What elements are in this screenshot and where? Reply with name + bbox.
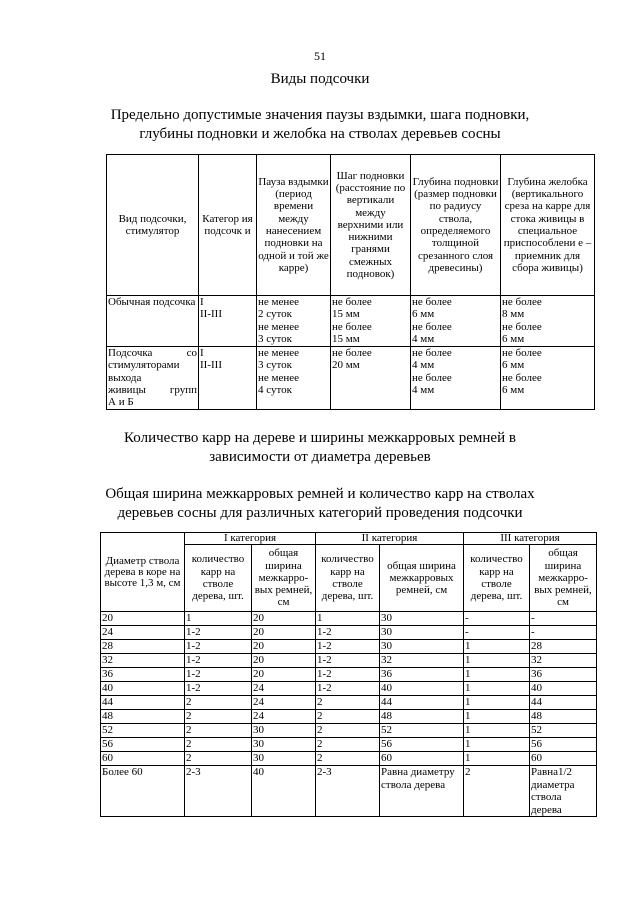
table-cell: 2	[185, 752, 252, 766]
table-row	[101, 612, 597, 626]
table-cell: 1-2	[316, 654, 380, 668]
table-cell: 52	[380, 724, 464, 738]
table-cell: 24	[252, 682, 316, 696]
row-type: Обычная подсочка	[107, 296, 199, 347]
header-cell-width: общая ширина межкарро-вых ремней, см	[530, 545, 597, 612]
table-row	[101, 668, 597, 682]
header-cell-count: количество карр на стволе дерева, шт.	[316, 545, 380, 612]
table-cell: 40	[530, 682, 597, 696]
row-type: Подсочка со стимуляторами выхода живицы групп А и Б	[108, 347, 197, 409]
table-cell: 28	[101, 640, 185, 654]
table-cell: 28	[530, 640, 597, 654]
table-cell: 1-2	[185, 668, 252, 682]
header-cell-pause: Пауза вздымки (период времени между нанесением подновки на одной и той же карре)	[257, 155, 331, 296]
row-pause: не менее 3 суток не менее 4 суток	[257, 347, 331, 410]
table-cell: 2	[316, 724, 380, 738]
table-cell: 2	[464, 766, 530, 817]
table-cell: -	[464, 612, 530, 626]
table-row	[101, 640, 597, 654]
table-cell: 30	[380, 612, 464, 626]
table-cell: 20	[252, 640, 316, 654]
row-groove: не более 6 мм не более 6 мм	[501, 347, 595, 410]
row-categories: I II-III	[199, 296, 257, 347]
table-cell: 1	[464, 640, 530, 654]
table-cell: 1	[464, 752, 530, 766]
table-cell: 44	[530, 696, 597, 710]
header-cell-category-3: III категория	[464, 533, 597, 545]
header-cell-type: Вид подсочки, стимулятор	[107, 155, 199, 296]
header-cell-width: общая ширина межкарровых ремней, см	[380, 545, 464, 612]
table-cell: 32	[380, 654, 464, 668]
table-cell: 40	[252, 766, 316, 817]
table-cell: 30	[252, 752, 316, 766]
row-groove: не более 8 мм не более 6 мм	[501, 296, 595, 347]
table-cell: 52	[101, 724, 185, 738]
table-cell: 56	[101, 738, 185, 752]
row-pause: не менее 2 суток не менее 3 суток	[257, 296, 331, 347]
table-cell: 48	[380, 710, 464, 724]
table-cell: 48	[101, 710, 185, 724]
page-number: 51	[314, 49, 326, 63]
table-cell: 2-3	[316, 766, 380, 817]
table-row	[101, 654, 597, 668]
page-title: Виды подсочки	[270, 71, 370, 87]
table-cell: 1	[464, 668, 530, 682]
table-cell: 52	[530, 724, 597, 738]
table-row	[101, 682, 597, 696]
header-cell-width: общая ширина межкарро-вых ремней, см	[252, 545, 316, 612]
table-cell: -	[464, 626, 530, 640]
table-cell: 60	[530, 752, 597, 766]
header-cell-depth: Глубина подновки (размер подновки по радиусу ствола, определяемого толщиной срезанного слоя древесины)	[411, 155, 501, 296]
table-cell: 1	[464, 682, 530, 696]
header-cell-category-2: II категория	[316, 533, 464, 545]
table-cell: 2	[316, 752, 380, 766]
table-cell: 1-2	[316, 668, 380, 682]
table-cell: -	[530, 626, 597, 640]
table-cell: 40	[101, 682, 185, 696]
table-row	[101, 766, 597, 817]
row-categories: I II-III	[199, 347, 257, 410]
header-cell-diameter: Диаметр ствола дерева в коре на высоте 1,3 м, см	[101, 533, 185, 612]
table-cell: 2	[185, 738, 252, 752]
table-cell: Более 60	[101, 766, 185, 817]
table-cell: 24	[252, 696, 316, 710]
table-cell: 36	[101, 668, 185, 682]
table-cell: 36	[530, 668, 597, 682]
row-step: не более 15 мм не более 15 мм	[331, 296, 411, 347]
table-cell: 2	[316, 738, 380, 752]
table-cell: 1-2	[316, 640, 380, 654]
table-cell: 40	[380, 682, 464, 696]
section2-title: Количество карр на дереве и ширины межкарровых ремней в зависимости от диаметра деревьев	[124, 430, 516, 465]
table-cell: 20	[252, 626, 316, 640]
table-cell: 30	[380, 640, 464, 654]
table-cell: 2	[316, 696, 380, 710]
row-step: не более 20 мм	[331, 347, 411, 410]
table-cell: 1-2	[316, 682, 380, 696]
table-cell: 1	[185, 612, 252, 626]
header-cell-category: Категор ия подсочк и	[199, 155, 257, 296]
table-cell: 56	[380, 738, 464, 752]
table-cell: 1-2	[185, 626, 252, 640]
table-cell: 1	[464, 724, 530, 738]
table-cell: 24	[252, 710, 316, 724]
table-row	[107, 347, 595, 410]
table-cell: 20	[252, 654, 316, 668]
table-cell: 2	[185, 710, 252, 724]
table-cell: 2-3	[185, 766, 252, 817]
section3-title: Общая ширина межкарровых ремней и количество карр на стволах деревьев сосны для различных категорий проведения подсочки	[105, 486, 535, 521]
table-cell: 2	[185, 696, 252, 710]
table-header-row	[101, 533, 597, 545]
table-row	[101, 696, 597, 710]
table-cell: 1	[464, 696, 530, 710]
table-row	[101, 752, 597, 766]
table-cell: 32	[101, 654, 185, 668]
table-cell: 2	[316, 710, 380, 724]
table-header-row	[107, 155, 595, 296]
table-cell: 36	[380, 668, 464, 682]
table-row	[101, 724, 597, 738]
table-cell: 1-2	[316, 626, 380, 640]
header-cell-groove: Глубина желобка (вертикального среза на карре для стока живицы в специальное приспособлени е –приемник для сбора живицы)	[501, 155, 595, 296]
table-cell: -	[530, 612, 597, 626]
table-row	[101, 710, 597, 724]
row-depth: не более 6 мм не более 4 мм	[411, 296, 501, 347]
table-cell: 20	[252, 612, 316, 626]
header-cell-count: количество карр на стволе дерева, шт.	[464, 545, 530, 612]
pause-limits-table	[106, 154, 595, 410]
table-cell: 48	[530, 710, 597, 724]
table-cell: 60	[101, 752, 185, 766]
table-cell: 60	[380, 752, 464, 766]
table-cell: 1-2	[185, 640, 252, 654]
table-cell: 56	[530, 738, 597, 752]
table-cell: Равна диаметру ствола дерева	[380, 766, 464, 817]
header-cell-count: количество карр на стволе дерева, шт.	[185, 545, 252, 612]
table-cell: 1-2	[185, 654, 252, 668]
table-cell: 30	[252, 738, 316, 752]
table-cell: 30	[380, 626, 464, 640]
table-cell: 24	[101, 626, 185, 640]
table-row	[101, 738, 597, 752]
table-row	[101, 626, 597, 640]
table-cell: 44	[380, 696, 464, 710]
table-cell: 30	[252, 724, 316, 738]
table-cell: 32	[530, 654, 597, 668]
table-cell: 1	[464, 738, 530, 752]
table-cell: 1-2	[185, 682, 252, 696]
table-cell: 44	[101, 696, 185, 710]
table-row	[107, 296, 595, 347]
table-cell: 20	[252, 668, 316, 682]
table-cell: 1	[464, 710, 530, 724]
table-cell: Равна1/2 диаметра ствола дерева	[530, 766, 597, 817]
header-cell-step: Шаг подновки (расстояние по вертикали между верхними или нижними гранями смежных подновок)	[331, 155, 411, 296]
table-cell: 20	[101, 612, 185, 626]
table-cell: 1	[316, 612, 380, 626]
table-cell: 1	[464, 654, 530, 668]
section1-title: Предельно допустимые значения паузы вздымки, шага подновки, глубины подновки и желобка на стволах деревьев сосны	[110, 107, 530, 142]
header-cell-category-1: I категория	[185, 533, 316, 545]
row-depth: не более 4 мм не более 4 мм	[411, 347, 501, 410]
table-cell: 2	[185, 724, 252, 738]
carr-count-table	[100, 532, 597, 817]
